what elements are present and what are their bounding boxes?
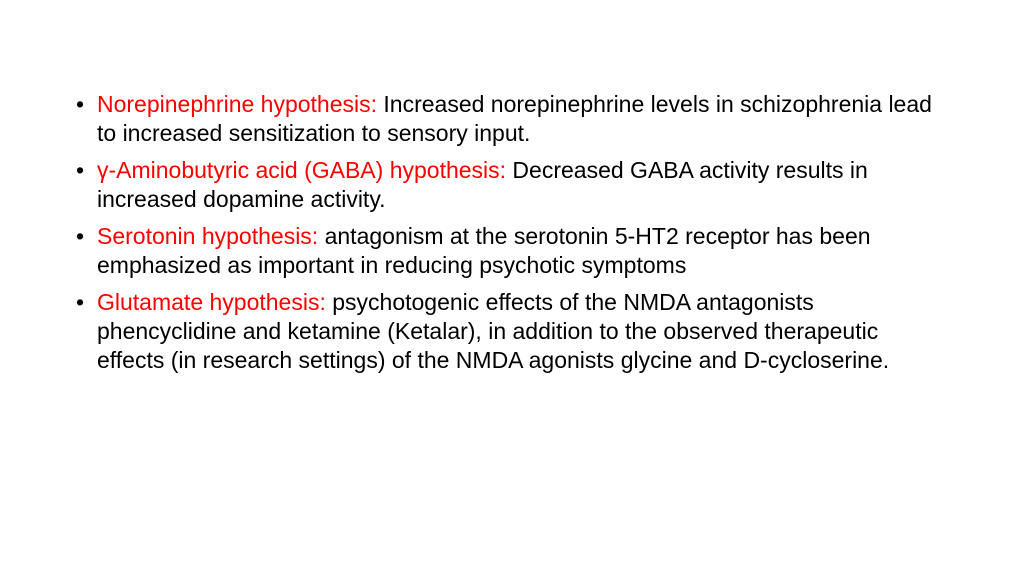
bullet-term: γ-Aminobutyric acid (GABA) hypothesis: bbox=[97, 157, 507, 183]
bullet-term: Norepinephrine hypothesis: bbox=[97, 91, 378, 117]
bullet-dot-icon: • bbox=[76, 157, 85, 183]
bullet-serotonin bbox=[76, 222, 936, 280]
hypothesis-bullet-list bbox=[76, 90, 936, 383]
bullet-dot-icon: • bbox=[76, 223, 85, 249]
bullet-term: Glutamate hypothesis: bbox=[97, 289, 326, 315]
bullet-term: Serotonin hypothesis: bbox=[97, 223, 319, 249]
bullet-dot-icon: • bbox=[76, 91, 85, 117]
bullet-text: antagonism at the serotonin 5-HT2 receptor has been emphasized as important in reducing psychotic symptoms bbox=[97, 223, 871, 278]
bullet-norepinephrine bbox=[76, 90, 936, 148]
bullet-text: psychotogenic effects of the NMDA antagonists phencyclidine and ketamine (Ketalar), in addition to the observed therapeutic effects (in research settings) of the NMDA agonists glycine and D-cycloserine. bbox=[97, 289, 890, 373]
bullet-text: Decreased GABA activity results in increased dopamine activity. bbox=[97, 157, 868, 212]
bullet-dot-icon: • bbox=[76, 289, 85, 315]
bullet-text: Increased norepinephrine levels in schizophrenia lead to increased sensitization to sensory input. bbox=[97, 91, 932, 146]
bullet-gaba bbox=[76, 156, 936, 214]
bullet-glutamate bbox=[76, 288, 936, 375]
